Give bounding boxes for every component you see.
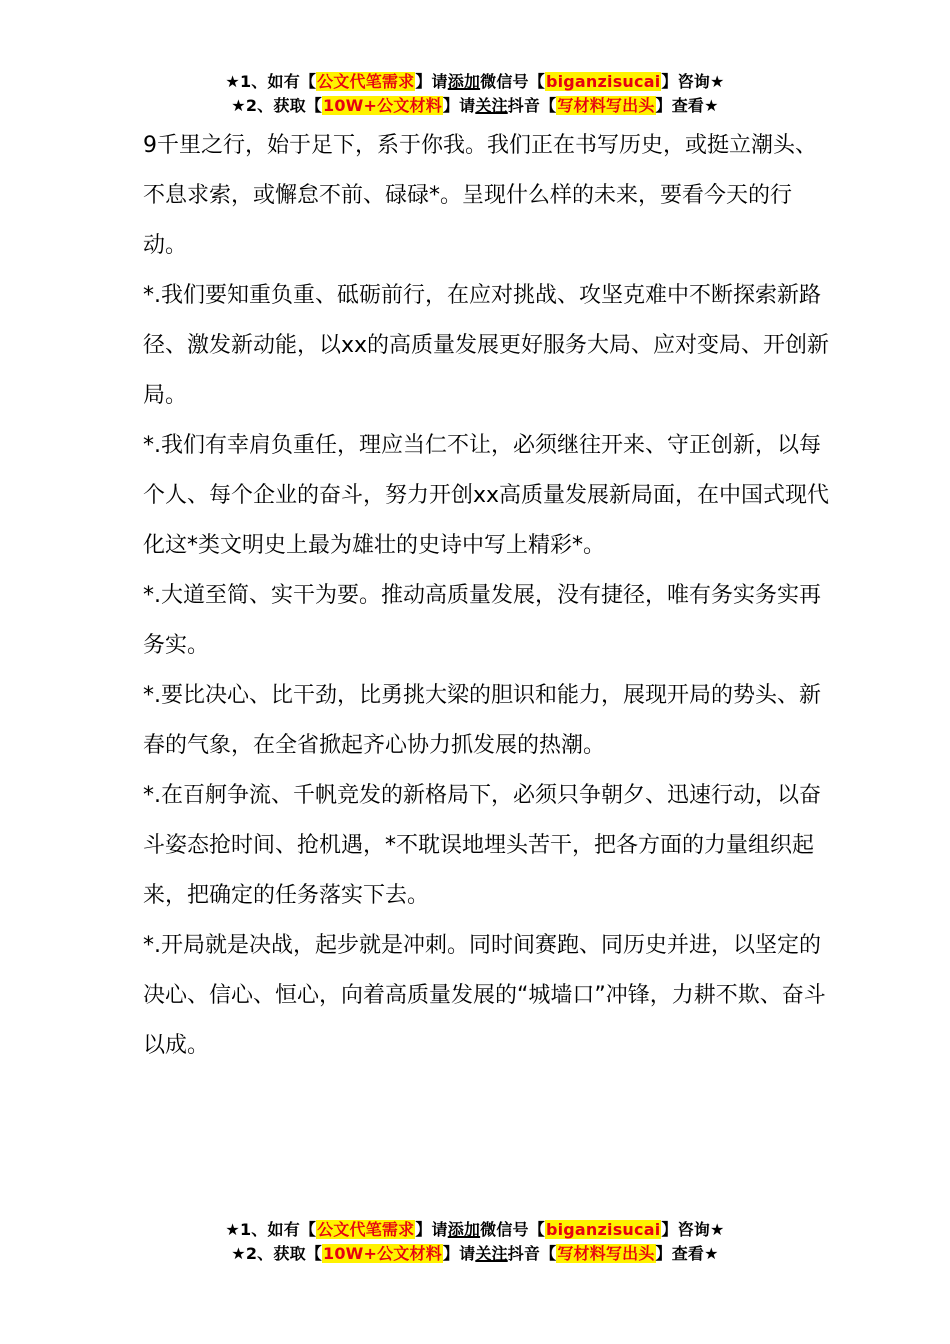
header-line-1-mid2: 微信号【 <box>480 72 545 91</box>
paragraph: *.我们有幸肩负重任，理应当仁不让，必须继往开来、守正创新，以每个人、每个企业的奋斗，努力开创xx高质量发展新局面，在中国式现代化这*类文明史上最为雄壮的史诗中写上精彩*。 <box>143 433 830 558</box>
footer-banner <box>0 1218 950 1266</box>
header-wechat-id: biganzisucai <box>545 72 661 91</box>
footer-line-1-underlined: 添加 <box>447 1220 481 1239</box>
header-line-2 <box>0 94 950 118</box>
paragraph: 9千里之行，始于足下，系于你我。我们正在书写历史，或挺立潮头、不息求索，或懈怠不前、碌碌*。呈现什么样的未来，要看今天的行动。 <box>143 133 817 258</box>
footer-line-1-highlight-service: 公文代笔需求 <box>317 1220 415 1239</box>
header-line-1-prefix: ★1、如有【 <box>225 72 317 91</box>
header-douyin-account: 写材料写出头 <box>557 96 655 115</box>
header-banner <box>0 70 950 118</box>
footer-line-1-mid: 】请 <box>415 1220 448 1239</box>
header-line-2-mid2: 抖音【 <box>507 96 557 115</box>
header-line-2-prefix: ★2、获取【 <box>231 96 322 115</box>
header-line-1-mid: 】请 <box>415 72 448 91</box>
header-line-1 <box>0 70 950 94</box>
paragraph: *.我们要知重负重、砥砺前行，在应对挑战、攻坚克难中不断探索新路径、激发新动能，以xx的高质量发展更好服务大局、应对变局、开创新局。 <box>143 283 830 408</box>
paragraph: *.在百舸争流、千帆竞发的新格局下，必须只争朝夕、迅速行动，以奋斗姿态抢时间、抢机遇，*不耽误地埋头苦干，把各方面的力量组织起来，把确定的任务落实下去。 <box>143 783 821 908</box>
header-line-2-highlight-materials: 10W+公文材料 <box>322 96 442 115</box>
paragraph: *.开局就是决战，起步就是冲刺。同时间赛跑、同历史并进，以坚定的决心、信心、恒心，向着高质量发展的“城墙口”冲锋，力耕不欺、奋斗以成。 <box>143 933 826 1058</box>
document-body <box>143 121 833 1071</box>
footer-line-2-mid2: 抖音【 <box>507 1244 557 1263</box>
header-line-2-underlined: 关注 <box>475 96 508 115</box>
footer-line-2-highlight-materials: 10W+公文材料 <box>322 1244 442 1263</box>
footer-line-2-mid: 】请 <box>442 1244 476 1263</box>
footer-douyin-account: 写材料写出头 <box>557 1244 655 1263</box>
footer-line-1-prefix: ★1、如有【 <box>225 1220 317 1239</box>
footer-wechat-id: biganzisucai <box>545 1220 661 1239</box>
footer-line-1 <box>0 1218 950 1242</box>
header-line-2-mid: 】请 <box>442 96 476 115</box>
footer-line-2-prefix: ★2、获取【 <box>231 1244 322 1263</box>
paragraph: *.要比决心、比干劲，比勇挑大梁的胆识和能力，展现开局的势头、新春的气象，在全省掀起齐心协力抓发展的热潮。 <box>143 683 821 758</box>
header-line-1-highlight-service: 公文代笔需求 <box>317 72 415 91</box>
footer-line-2-underlined: 关注 <box>475 1244 508 1263</box>
footer-line-1-mid2: 微信号【 <box>480 1220 545 1239</box>
header-line-1-suffix: 】咨询★ <box>661 72 725 91</box>
paragraph: *.大道至简、实干为要。推动高质量发展，没有捷径，唯有务实务实再务实。 <box>143 583 821 658</box>
footer-line-1-suffix: 】咨询★ <box>661 1220 725 1239</box>
footer-line-2 <box>0 1242 950 1266</box>
header-line-1-underlined: 添加 <box>447 72 481 91</box>
header-line-2-suffix: 】查看★ <box>655 96 719 115</box>
footer-line-2-suffix: 】查看★ <box>655 1244 719 1263</box>
